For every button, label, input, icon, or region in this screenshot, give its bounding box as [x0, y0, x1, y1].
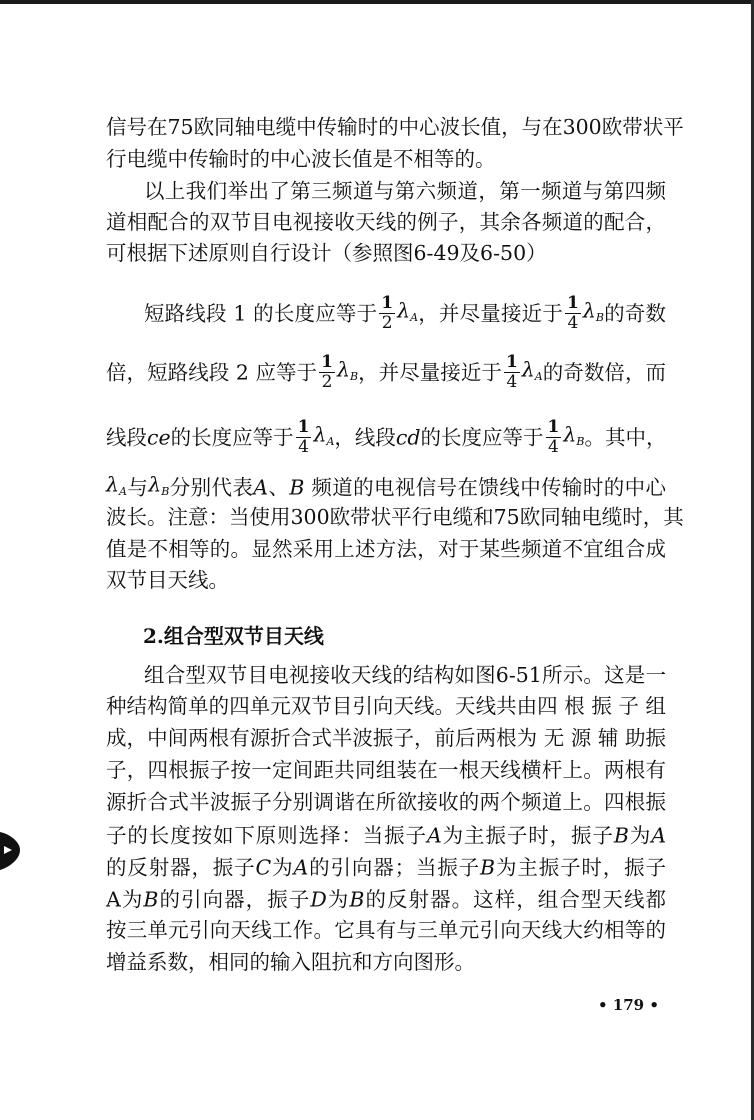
segment-ce: ce	[147, 425, 171, 450]
segment-cd: cd	[395, 425, 421, 450]
para4-line6: 子的长度按如下原则选择：当振子A为主振子时，振子B为A	[106, 823, 667, 848]
formula-row-1	[144, 285, 666, 333]
formula-text: 的奇数倍，而	[542, 360, 667, 385]
para3-line1: $\lambda_A$与$\lambda_B$分别代表A、B 频道的电视信号在馈线中传输时的中心	[106, 472, 667, 500]
fraction-quarter: $\frac{1}{4}$	[297, 417, 310, 458]
para4-line8: A为B的引向器，振子D为B的反射器。这样，组合型天线都	[106, 887, 667, 912]
lambda-b: $\lambda_B$	[336, 357, 359, 384]
para4-line9: 按三单元引向天线工作。它具有与三单元引向天线大约相等的	[106, 918, 666, 942]
lambda-a: $\lambda_A$	[313, 422, 335, 449]
para4-line7: 的反射器，振子C为A的引向器；当振子B为主振子时，振子	[106, 855, 667, 880]
para3-line4: 双节目天线。	[106, 568, 229, 592]
formula-text: 线段	[106, 425, 147, 450]
fraction-quarter: $\frac{1}{4}$	[547, 417, 560, 458]
section-heading: 2.组合型双节目天线	[143, 624, 324, 648]
formula-row-2	[106, 344, 666, 392]
para2-line3: 可根据下述原则自行设计（参照图6-49及6-50）	[106, 241, 547, 265]
formula-text: 短路线段 1 的长度应等于	[144, 301, 378, 326]
para2-line2: 道相配合的双节目电视接收天线的例子，其余各频道的配合，	[106, 210, 666, 234]
fraction-half: $\frac{1}{2}$	[321, 352, 333, 393]
para1-line1: 信号在75欧同轴电缆中传输时的中心波长值，与在300欧带状平	[106, 115, 684, 139]
para4-line2: 种结构简单的四单元双节目引向天线。天线共由四 根 振 子 组	[106, 694, 666, 718]
para1-line2: 行电缆中传输时的中心波长值是不相等的。	[106, 147, 496, 171]
para4-line1: 组合型双节目电视接收天线的结构如图6-51所示。这是一	[144, 663, 666, 687]
formula-text: 。其中，	[584, 425, 667, 450]
lambda-b: $\lambda_B$	[148, 472, 170, 499]
scan-edge-top	[0, 0, 754, 4]
formula-row-3	[106, 409, 666, 457]
formula-text: ，并尽量接近于	[418, 301, 564, 326]
para4-line10: 增益系数，相同的输入阻抗和方向图形。	[106, 950, 475, 974]
fraction-quarter: $\frac{1}{4}$	[505, 352, 518, 393]
formula-text: 的长度应等于	[420, 425, 544, 450]
para3-line3: 值是不相等的。显然采用上述方法，对于某些频道不宜组合成	[106, 537, 666, 561]
lambda-a: $\lambda_A$	[106, 472, 127, 499]
formula-text: 的长度应等于	[170, 425, 294, 450]
lambda-a: $\lambda_A$	[521, 357, 543, 384]
fraction-half: $\frac{1}{2}$	[381, 293, 394, 334]
formula-text: ，并尽量接近于	[358, 360, 502, 385]
lambda-b: $\lambda_B$	[563, 422, 585, 449]
para2-line1: 以上我们举出了第三频道与第六频道，第一频道与第四频	[144, 179, 666, 203]
lambda-a: $\lambda_A$	[397, 298, 419, 325]
page-number: • 179 •	[598, 996, 659, 1014]
para4-line5: 源折合式半波振子分别调谐在所欲接收的两个频道上。四根振	[106, 790, 666, 814]
fraction-quarter: $\frac{1}{4}$	[567, 293, 579, 334]
para4-line3: 成，中间两根有源折合式半波振子，前后两根为 无 源 辅 助振	[106, 726, 666, 750]
lambda-b: $\lambda_B$	[582, 298, 604, 325]
para3-line2: 波长。注意：当使用300欧带状平行电缆和75欧同轴电缆时，其	[106, 505, 684, 529]
formula-text: ，线段	[334, 425, 396, 450]
formula-text: 的奇数	[603, 301, 667, 326]
formula-text: 倍，短路线段 2 应等于	[106, 360, 318, 385]
scan-artifact-blob	[0, 828, 22, 872]
para4-line4: 子，四根振子按一定间距共同组装在一根天线横杆上。两根有	[106, 758, 666, 782]
